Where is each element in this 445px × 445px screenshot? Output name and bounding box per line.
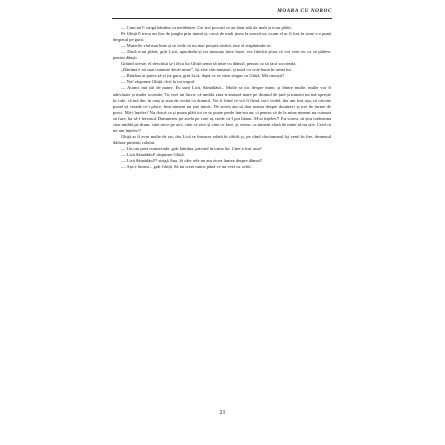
paragraph: „Bătrâna e tot mai cuminte decât mine”, își zise cârciumarul, și intră cu voie bună în urma lui. <box>121 67 292 73</box>
header-rule <box>112 18 332 19</box>
paragraph: — Atunci mă știi de nume. Eu sunt Lică, Sămădăul... Multe se zic despre mine, și dintre multe, multe vor fi adevărate și multe scornite. Tu vezi un lucru: că umblu ziua-n amiază mare pe drumul de țară și nimeni nu mă oprește în cale, că mă duc în oraș și stau de vorbă cu domnii. Voi fi fiind ce voi fi fiind, nu-i vorbă, dar am fost așa, că oricine poate să creadă ce-i place, însă nimeni nu știe nimic. De aceea am să dau seama despre douăzeci și trei de turme de porci. Mă-i înțeles? Nu dorcă ca și puțea plăti tot ce se poate perde într-un an, ci pentru că de la mine nimeni nu cutează să fure, ba să-i ferească Dumnezeu pe acela pe care aș crede că-l pot bănui. M-ai înțeles?! Eu voiesc să știu totdeauna cine umblă pe drum, cine trece pe aici, cine ce zice și cine ce face, și voiesc ca nimeni afară de mine să nu știe. Cred că ne-am înțeles!? <box>113 85 331 133</box>
paragraph: — Lică Sămădăul! răspunse Ghiță. <box>121 151 185 157</box>
page-number: 21 <box>219 410 226 416</box>
body-text <box>113 25 331 400</box>
paragraph: — Muierile văd mai bine și se vede că nu mai prețuiă treabă, zise el stăpânindu-se. <box>121 43 272 49</box>
paragraph: — Dacă n-au plătit, grăi Lică, apucându-și iar mustața între buze, era fiindcă știau că voi veni eu ca să plătesc pentru dânșii. <box>113 49 331 61</box>
paragraph: Grăind aceste, el deschisă și-i făcu lui Ghiță semn să intre cu dânsul, pentru ca să facă socoteala. <box>121 61 297 67</box>
running-header-title: MOARA CU NOROC <box>277 8 332 14</box>
running-header <box>112 8 332 24</box>
paragraph: Ghiță ar fi avut multe de zis, dar Lică se întoarse odată în călcâi și, pe când cârciumarul își venii în fire, drumețul dăduse pintenii calului. <box>113 133 331 145</box>
paragraph: — Lică Sămădăul?! strigă Ana. Și câte rele nu am zicea lumea despre dânsul! <box>121 158 263 164</box>
paragraph: — Nu! răspunse Ghiță, rîcit la tot trupul. <box>121 79 196 85</box>
paragraph: Pe Ghiță îl trecu un fior de junghi prin inimă și, orică de mult ținea la soacră-sa, acum el ar fi fost în stare s-o pună deșpetul pe gură. <box>113 31 331 43</box>
paragraph: — Așa e lumea... grăi Ghiță. Să nu crezi nimic până ce nu vezi cu ochii. <box>121 164 252 170</box>
paragraph: — Bătrâna ar putea să-și ție gura, grăi Lică, după ce se văzu singur cu Ghiță. Mă cunoști? <box>121 73 285 79</box>
paragraph: — Cum nu?! strigă bătrâna cu nerăbdare. Cei trei porcari ce au băut atât de mult și n-au plătit. <box>121 25 292 30</box>
paragraph: — Un om prea cumsecade, grăi bătrâna, privind în urma lui. Cine a fost asta? <box>121 145 262 151</box>
